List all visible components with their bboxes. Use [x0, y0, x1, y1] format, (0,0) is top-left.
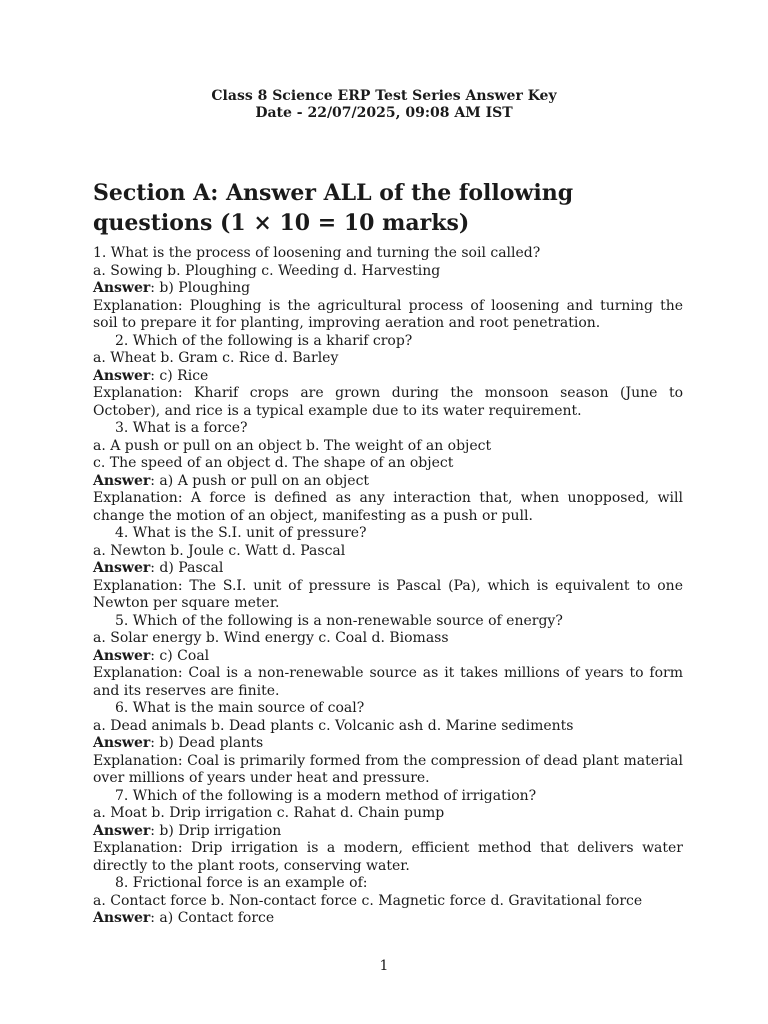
question-block	[93, 333, 683, 421]
section-title: Section A: Answer ALL of the following questions (1 × 10 = 10 marks)	[93, 180, 574, 236]
answer-text: : b) Dead plants	[150, 735, 264, 751]
answer-line	[93, 280, 683, 298]
answer-label: Answer	[93, 280, 151, 296]
document-date: Date - 22/07/2025, 09:08 AM IST	[255, 105, 513, 121]
question-block	[93, 245, 683, 333]
question-options: a. Sowing b. Ploughing c. Weeding d. Harvesting	[93, 262, 441, 279]
answer-label: Answer	[93, 560, 151, 576]
explanation-text: Explanation: Coal is a non-renewable source as it takes millions of years to form and its reserves are finite.	[93, 665, 683, 699]
answer-text: : c) Coal	[150, 647, 210, 664]
question-options: a. Contact force b. Non-contact force c. Magnetic force d. Gravitational force	[93, 892, 643, 909]
answer-line	[93, 823, 683, 841]
answer-label: Answer	[93, 367, 151, 384]
explanation-text: Explanation: A force is defined as any interaction that, when unopposed, will change the motion of an object, manifesting as a push or pull.	[93, 490, 683, 524]
question-block	[93, 613, 683, 701]
page-number: 1	[379, 958, 389, 974]
questions-list	[93, 245, 683, 928]
answer-line	[93, 473, 683, 491]
answer-text: : b) Drip irrigation	[150, 822, 282, 839]
answer-label: Answer	[93, 735, 151, 751]
explanation-text: Explanation: Ploughing is the agricultural process of loosening and turning the soil to prepare it for planting, improving aeration and root penetration.	[93, 297, 683, 331]
answer-label: Answer	[93, 822, 151, 839]
answer-label: Answer	[93, 647, 151, 664]
answer-line	[93, 648, 683, 666]
question-options: a. Solar energy b. Wind energy c. Coal d. Biomass	[93, 630, 449, 646]
document-header	[0, 88, 768, 122]
question-text: 8. Frictional force is an example of:	[115, 875, 368, 891]
question-text: 5. Which of the following is a non-renewable source of energy?	[115, 612, 563, 629]
answer-line	[93, 560, 683, 578]
question-block	[93, 420, 683, 525]
question-block	[93, 875, 683, 928]
explanation-text: Explanation: Drip irrigation is a modern, efficient method that delivers water directly to the plant roots, conserving water.	[93, 840, 683, 874]
question-text: 3. What is a force?	[115, 420, 248, 436]
document-title: Class 8 Science ERP Test Series Answer Key	[211, 88, 557, 104]
question-text: 4. What is the S.I. unit of pressure?	[115, 525, 367, 541]
answer-text: : a) Contact force	[150, 910, 275, 926]
question-block	[93, 700, 683, 788]
question-options: c. The speed of an object d. The shape of an object	[93, 455, 454, 471]
question-options: a. Moat b. Drip irrigation c. Rahat d. Chain pump	[93, 805, 445, 821]
question-text: 7. Which of the following is a modern method of irrigation?	[115, 787, 537, 804]
answer-line	[93, 368, 683, 386]
question-block	[93, 788, 683, 876]
question-options: a. A push or pull on an object b. The weight of an object	[93, 437, 492, 454]
explanation-text: Explanation: The S.I. unit of pressure is Pascal (Pa), which is equivalent to one Newton per square meter.	[93, 577, 683, 611]
answer-line	[93, 910, 683, 928]
question-text: 1. What is the process of loosening and turning the soil called?	[93, 245, 541, 261]
answer-label: Answer	[93, 472, 151, 489]
question-block	[93, 525, 683, 613]
explanation-text: Explanation: Kharif crops are grown during the monsoon season (June to October), and rice is a typical example due to its water requirement.	[93, 385, 683, 419]
answer-text: : c) Rice	[150, 367, 209, 384]
answer-text: : a) A push or pull on an object	[150, 472, 370, 489]
question-options: a. Wheat b. Gram c. Rice d. Barley	[93, 350, 339, 366]
question-options: a. Newton b. Joule c. Watt d. Pascal	[93, 542, 346, 559]
answer-line	[93, 735, 683, 753]
question-text: 2. Which of the following is a kharif crop?	[115, 332, 413, 349]
answer-text: : d) Pascal	[150, 560, 224, 576]
answer-label: Answer	[93, 910, 151, 926]
explanation-text: Explanation: Coal is primarily formed from the compression of dead plant material over millions of years under heat and pressure.	[93, 752, 683, 786]
question-options: a. Dead animals b. Dead plants c. Volcanic ash d. Marine sediments	[93, 717, 574, 734]
question-text: 6. What is the main source of coal?	[115, 700, 365, 716]
answer-text: : b) Ploughing	[150, 280, 251, 296]
